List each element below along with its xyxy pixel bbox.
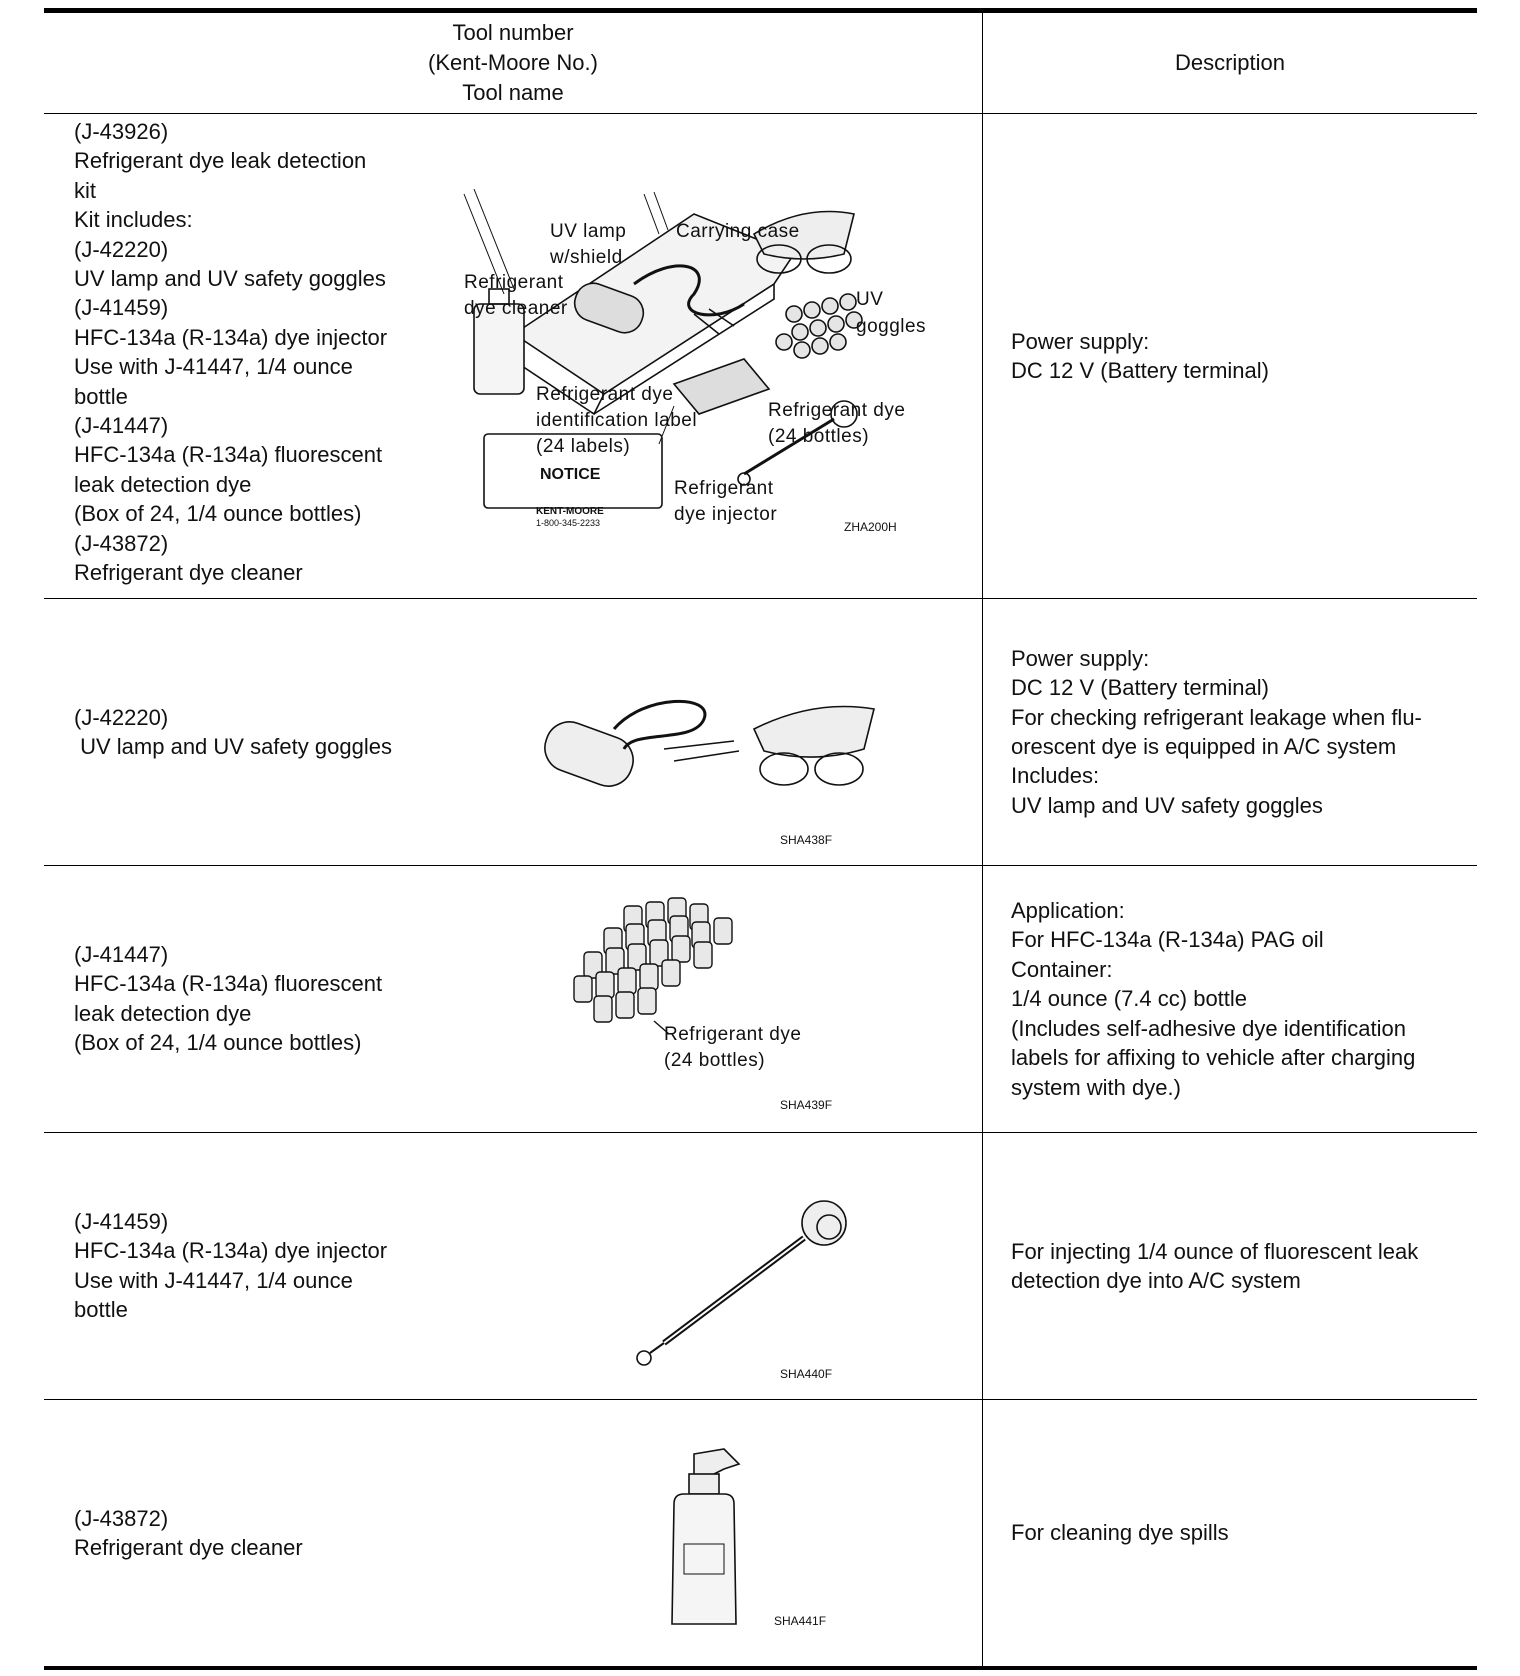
tool-line: (J-43926) (74, 119, 169, 144)
tool-line: HFC-134a (R-134a) fluorescent (74, 971, 383, 997)
description-line: Includes: (1011, 763, 1100, 789)
description-line: orescent dye is equipped in A/C system (1011, 734, 1397, 759)
tool-cell (44, 1133, 983, 1400)
description-line: 1/4 ounce (7.4 cc) bottle (1011, 986, 1248, 1012)
header-tool-name: Tool name (462, 80, 564, 105)
description-line: Power supply: (1011, 645, 1150, 671)
label-uv-goggles-2: goggles (856, 316, 927, 337)
tool-line: (J-41447) (74, 942, 169, 967)
uv-lamp-illustration (534, 689, 894, 849)
tool-cell (44, 1400, 983, 1669)
tool-line: (Box of 24, 1/4 ounce bottles) (74, 501, 362, 527)
description-line: DC 12 V (Battery terminal) (1011, 358, 1269, 383)
label-uv-lamp: UV lamp (550, 221, 627, 242)
special-service-tools-sheet (44, 8, 1476, 1670)
description-line: For cleaning dye spills (1011, 1520, 1229, 1546)
description-text (983, 896, 1477, 1102)
description-line: (Includes self-adhesive dye identification (1011, 1015, 1407, 1041)
description-line: DC 12 V (Battery terminal) (1011, 675, 1269, 701)
figure-id: SHA438F (780, 833, 833, 847)
tool-line: leak detection dye (74, 471, 252, 497)
tool-text (74, 940, 382, 1058)
tool-line: kit (74, 177, 96, 203)
description-cell (983, 1133, 1478, 1400)
table-row (44, 114, 1477, 599)
tool-line: (J-41459) (74, 1209, 169, 1234)
tool-line: UV lamp and UV safety goggles (74, 734, 392, 760)
table-row (44, 1133, 1477, 1400)
tool-line: (J-42220) (74, 236, 169, 262)
dye-cleaner-illustration (654, 1444, 894, 1664)
tool-line: bottle (74, 383, 128, 409)
description-line: UV lamp and UV safety goggles (1011, 792, 1323, 818)
description-line: Container: (1011, 956, 1113, 982)
description-text (983, 1518, 1477, 1547)
tool-line: bottle (74, 1297, 128, 1323)
header-tool-number: Tool number (452, 20, 574, 45)
tool-cell (44, 114, 983, 599)
notice-title: NOTICE (540, 466, 601, 483)
tool-line: (J-41459) (74, 295, 169, 321)
dye-injector-illustration (624, 1193, 894, 1393)
figure-id: SHA439F (780, 1098, 833, 1112)
tool-line: Refrigerant dye cleaner (74, 1535, 303, 1561)
tool-line: Use with J-41447, 1/4 ounce (74, 1267, 353, 1293)
tool-cell (44, 866, 983, 1133)
label-refrigerant-dye-2: (24 bottles) (768, 426, 870, 447)
table-header-row (44, 11, 1477, 114)
tool-line: HFC-134a (R-134a) dye injector (74, 1238, 388, 1264)
label-id-label: Refrigerant dye (536, 384, 674, 405)
header-kent-moore-no: (Kent-Moore No.) (428, 50, 598, 75)
description-text (983, 644, 1477, 820)
description-line: system with dye.) (1011, 1074, 1181, 1100)
tool-line: (J-43872) (74, 530, 169, 556)
table-row (44, 866, 1477, 1133)
description-cell (983, 114, 1478, 599)
tool-line: (J-42220) (74, 705, 169, 730)
description-line: For checking refrigerant leakage when flu- (1011, 704, 1422, 730)
label-dye-injector: Refrigerant (674, 478, 774, 499)
label-uv-lamp-shield: w/shield (550, 247, 623, 268)
label-id-label-3: (24 labels) (536, 436, 631, 457)
description-cell (983, 599, 1478, 866)
description-text (983, 1237, 1477, 1296)
description-line: For injecting 1/4 ounce of fluorescent leak (1011, 1238, 1419, 1264)
description-line: Power supply: (1011, 328, 1150, 354)
notice-phone: 1-800-345-2233 (536, 518, 601, 528)
tool-text (74, 1504, 303, 1563)
tool-line: Refrigerant dye leak detection (74, 148, 367, 174)
label-dye-cleaner: Refrigerant (464, 272, 564, 293)
tool-line: (Box of 24, 1/4 ounce bottles) (74, 1030, 362, 1056)
tool-text (74, 117, 387, 588)
figure-id: SHA440F (780, 1367, 833, 1381)
tool-line: Kit includes: (74, 207, 193, 233)
description-cell (983, 1400, 1478, 1669)
kit-illustration (444, 174, 964, 534)
tool-line: (J-43872) (74, 1506, 169, 1531)
table-row (44, 1400, 1477, 1669)
description-text (983, 327, 1477, 386)
label-refrigerant-dye: Refrigerant dye (664, 1024, 802, 1045)
label-refrigerant-dye-2: (24 bottles) (664, 1050, 766, 1071)
figure-id: SHA441F (774, 1614, 827, 1628)
tool-line: leak detection dye (74, 1000, 252, 1026)
dye-bottles-illustration (564, 896, 894, 1126)
label-uv-goggles: UV (856, 289, 884, 310)
tool-line: HFC-134a (R-134a) dye injector (74, 324, 388, 350)
label-dye-cleaner-2: dye cleaner (464, 298, 568, 319)
header-description: Description (983, 11, 1478, 114)
tool-text (74, 1207, 387, 1325)
tool-text (74, 703, 392, 762)
description-line: Application: (1011, 898, 1125, 924)
tool-cell (44, 599, 983, 866)
header-tool-column (44, 11, 983, 114)
description-line: detection dye into A/C system (1011, 1268, 1301, 1293)
tool-line: Use with J-41447, 1/4 ounce (74, 354, 353, 380)
description-cell (983, 866, 1478, 1133)
description-line: labels for affixing to vehicle after charging (1011, 1045, 1416, 1071)
tools-table (44, 8, 1477, 1670)
figure-id: ZHA200H (844, 520, 897, 534)
tool-line: UV lamp and UV safety goggles (74, 266, 386, 292)
label-refrigerant-dye: Refrigerant dye (768, 400, 906, 421)
tool-line: HFC-134a (R-134a) fluorescent (74, 442, 383, 468)
label-id-label-2: identification label (536, 410, 698, 431)
label-carrying-case: Carrying case (676, 221, 800, 242)
tool-line: Refrigerant dye cleaner (74, 560, 303, 586)
label-dye-injector-2: dye injector (674, 504, 778, 525)
description-line: For HFC-134a (R-134a) PAG oil (1011, 927, 1324, 953)
notice-kent-moore: KENT-MOORE (536, 506, 604, 517)
tool-line: (J-41447) (74, 413, 169, 439)
table-row (44, 599, 1477, 866)
